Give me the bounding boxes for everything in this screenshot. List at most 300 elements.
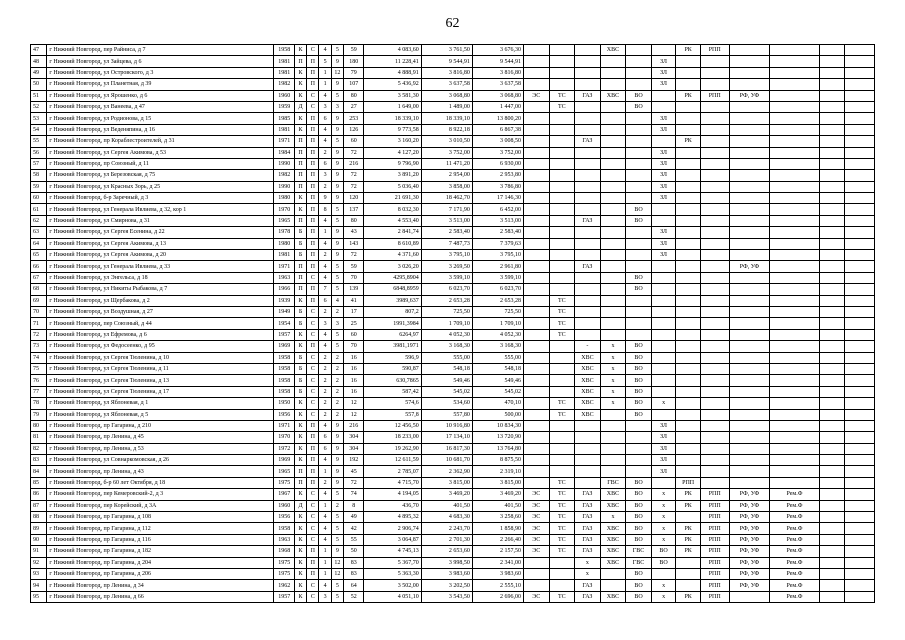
table-cell: 6 452,00 — [472, 204, 523, 215]
table-cell — [575, 443, 601, 454]
table-cell — [729, 56, 770, 67]
table-cell: 4 — [319, 341, 331, 352]
table-cell — [819, 580, 845, 591]
table-cell — [729, 45, 770, 56]
table-cell — [676, 306, 701, 317]
table-cell: 47 — [31, 45, 47, 56]
table-cell: П — [307, 295, 319, 306]
table-cell — [626, 250, 652, 261]
table-cell: 16 — [343, 363, 363, 374]
table-cell: 72 — [343, 147, 363, 158]
table-cell — [626, 193, 652, 204]
table-cell: г Нижний Новгород, ул Никиты Рыбакова, д 7 — [47, 284, 274, 295]
table-cell: 1990 — [274, 158, 294, 169]
table-cell: Б — [294, 363, 306, 374]
table-cell: 2 341,00 — [472, 557, 523, 568]
table-cell: П — [307, 238, 319, 249]
table-cell: П — [307, 124, 319, 135]
table-cell: 137 — [343, 204, 363, 215]
table-cell: 2 — [319, 181, 331, 192]
table-cell: С — [307, 363, 319, 374]
table-cell: С — [307, 101, 319, 112]
table-row — [31, 295, 875, 306]
table-cell — [845, 352, 875, 363]
table-cell: П — [294, 466, 306, 477]
table-cell: РПП — [700, 534, 729, 545]
table-cell: 3 502,00 — [364, 580, 421, 591]
table-cell: х — [575, 557, 601, 568]
table-cell: РПП — [700, 500, 729, 511]
table-cell — [600, 147, 626, 158]
table-cell: г Нижний Новгород, б-р 60 лет Октября, д 18 — [47, 477, 274, 488]
table-cell: РФ, УФ — [729, 557, 770, 568]
table-cell — [845, 45, 875, 56]
table-cell: РК — [676, 591, 701, 602]
table-cell: ГВС — [600, 477, 626, 488]
table-cell — [626, 79, 652, 90]
table-cell — [575, 147, 601, 158]
table-cell: 1 — [319, 500, 331, 511]
table-cell: 79 — [31, 409, 47, 420]
table-cell — [770, 67, 819, 78]
table-cell — [549, 45, 575, 56]
table-cell — [845, 318, 875, 329]
table-cell: П — [307, 181, 319, 192]
table-cell: 1956 — [274, 409, 294, 420]
table-cell: 59 — [343, 45, 363, 56]
table-cell: - — [575, 341, 601, 352]
table-cell: 1975 — [274, 557, 294, 568]
table-cell — [524, 352, 550, 363]
table-cell — [770, 101, 819, 112]
table-cell: ТС — [549, 534, 575, 545]
table-cell: П — [294, 284, 306, 295]
table-cell: 1 — [319, 79, 331, 90]
table-cell: ВО — [626, 363, 652, 374]
table-cell: 93 — [31, 568, 47, 579]
table-cell: 2 653,28 — [472, 295, 523, 306]
table-cell: С — [307, 45, 319, 56]
table-cell — [819, 261, 845, 272]
table-cell — [676, 261, 701, 272]
table-cell: 59 — [31, 181, 47, 192]
table-cell — [676, 158, 701, 169]
table-cell: 12 611,59 — [364, 455, 421, 466]
table-cell — [600, 56, 626, 67]
table-cell: П — [307, 341, 319, 352]
table-cell — [626, 306, 652, 317]
table-cell: 1985 — [274, 113, 294, 124]
table-cell — [626, 432, 652, 443]
table-cell: 9 773,58 — [364, 124, 421, 135]
table-cell: Б — [294, 250, 306, 261]
table-row — [31, 124, 875, 135]
table-cell: 74 — [343, 489, 363, 500]
table-cell: 2 — [331, 398, 343, 409]
table-cell — [676, 432, 701, 443]
table-cell: 80 — [343, 90, 363, 101]
table-cell: РК — [676, 523, 701, 534]
table-cell: 1991,3984 — [364, 318, 421, 329]
table-cell — [729, 147, 770, 158]
table-cell: 1981 — [274, 250, 294, 261]
table-cell: 1962 — [274, 580, 294, 591]
table-cell: 11 471,20 — [421, 158, 472, 169]
table-cell — [729, 193, 770, 204]
table-cell — [819, 170, 845, 181]
table-cell — [700, 227, 729, 238]
table-cell: 6 867,38 — [472, 124, 523, 135]
table-cell — [729, 272, 770, 283]
table-cell — [845, 375, 875, 386]
table-cell: П — [294, 477, 306, 488]
table-cell: 57 — [31, 158, 47, 169]
table-cell — [575, 466, 601, 477]
table-cell — [600, 124, 626, 135]
table-cell: 42 — [343, 523, 363, 534]
table-cell: 41 — [343, 295, 363, 306]
table-cell: 9 — [331, 79, 343, 90]
table-cell — [729, 113, 770, 124]
table-cell: 89 — [31, 523, 47, 534]
table-cell: г Нижний Новгород, ул Сергея Тюленина, д 10 — [47, 352, 274, 363]
table-cell: 4 715,70 — [364, 477, 421, 488]
housing-register-table — [30, 44, 875, 603]
table-row — [31, 56, 875, 67]
table-cell: Рем.Ф — [770, 591, 819, 602]
table-cell: 9 544,91 — [472, 56, 523, 67]
table-cell: ХВС — [600, 45, 626, 56]
table-cell: г Нижний Новгород, пр Гагарина, д 112 — [47, 523, 274, 534]
table-cell — [770, 136, 819, 147]
table-cell: 2 906,74 — [364, 523, 421, 534]
table-cell: 807,2 — [364, 306, 421, 317]
table-cell — [575, 250, 601, 261]
table-cell: 7 487,73 — [421, 238, 472, 249]
table-cell: РК — [676, 489, 701, 500]
table-cell — [524, 250, 550, 261]
table-cell: 4 — [319, 420, 331, 431]
table-cell: Рем.Ф — [770, 534, 819, 545]
table-cell: 8 922,18 — [421, 124, 472, 135]
table-cell — [770, 261, 819, 272]
table-cell — [549, 341, 575, 352]
table-cell — [700, 306, 729, 317]
table-cell — [729, 420, 770, 431]
table-cell: 9 — [319, 193, 331, 204]
table-cell: 18 339,10 — [364, 113, 421, 124]
table-cell: 5 367,70 — [364, 557, 421, 568]
table-cell: 3 — [319, 591, 331, 602]
table-cell — [676, 580, 701, 591]
table-cell: 5 — [331, 591, 343, 602]
table-cell: ХВС — [600, 90, 626, 101]
table-cell: С — [307, 90, 319, 101]
table-cell — [651, 386, 676, 397]
table-cell — [549, 215, 575, 226]
table-cell — [524, 170, 550, 181]
table-cell — [819, 477, 845, 488]
table-cell: 253 — [343, 113, 363, 124]
table-cell: РПП — [700, 557, 729, 568]
table-cell: 5 — [331, 329, 343, 340]
table-cell: г Нижний Новгород, б-р Заречный, д 3 — [47, 193, 274, 204]
table-cell: К — [294, 67, 306, 78]
table-cell — [524, 215, 550, 226]
table-cell: 1970 — [274, 432, 294, 443]
table-cell: 12 — [343, 409, 363, 420]
table-cell: 81 — [31, 432, 47, 443]
table-cell: 87 — [31, 500, 47, 511]
table-cell: 12 — [331, 568, 343, 579]
table-cell: 3 513,00 — [472, 215, 523, 226]
table-cell: ЗЛ — [651, 79, 676, 90]
table-cell — [676, 79, 701, 90]
table-cell: 1990 — [274, 181, 294, 192]
table-cell: г Нижний Новгород, ул Щербакова, д 2 — [47, 295, 274, 306]
table-cell: 3989,637 — [364, 295, 421, 306]
table-cell — [524, 238, 550, 249]
table-cell: 7 — [319, 284, 331, 295]
table-cell: К — [294, 455, 306, 466]
table-cell — [770, 227, 819, 238]
table-cell: 1960 — [274, 90, 294, 101]
table-cell — [549, 272, 575, 283]
table-cell — [549, 56, 575, 67]
table-cell — [600, 170, 626, 181]
table-cell — [729, 386, 770, 397]
table-cell — [524, 398, 550, 409]
table-cell: ЭС — [524, 534, 550, 545]
table-cell: С — [307, 386, 319, 397]
table-cell — [626, 295, 652, 306]
table-cell: 3 637,58 — [421, 79, 472, 90]
table-cell: 1966 — [274, 284, 294, 295]
table-cell: ВО — [626, 215, 652, 226]
table-cell: 3 168,30 — [421, 341, 472, 352]
table-cell — [524, 386, 550, 397]
table-cell: 9 — [331, 170, 343, 181]
table-cell: РФ, УФ — [729, 546, 770, 557]
table-cell: 3 010,50 — [421, 136, 472, 147]
table-cell — [729, 318, 770, 329]
table-cell — [575, 67, 601, 78]
table-cell — [626, 443, 652, 454]
table-cell: 88 — [31, 512, 47, 523]
table-cell — [770, 352, 819, 363]
table-cell — [845, 295, 875, 306]
table-cell — [819, 227, 845, 238]
table-cell: 1981 — [274, 67, 294, 78]
table-cell: 3 581,30 — [364, 90, 421, 101]
table-cell — [626, 420, 652, 431]
table-cell: П — [307, 79, 319, 90]
table-cell: 555,00 — [472, 352, 523, 363]
table-cell: РК — [676, 534, 701, 545]
table-cell: 83 — [343, 568, 363, 579]
table-cell — [676, 101, 701, 112]
table-cell: ВО — [626, 591, 652, 602]
table-cell — [845, 489, 875, 500]
table-cell: 9 — [331, 113, 343, 124]
table-cell — [600, 215, 626, 226]
table-cell: П — [294, 136, 306, 147]
table-cell — [700, 443, 729, 454]
table-cell — [524, 409, 550, 420]
table-cell: П — [307, 158, 319, 169]
table-cell: 2 — [331, 352, 343, 363]
table-cell — [770, 147, 819, 158]
table-cell — [729, 398, 770, 409]
table-cell — [549, 170, 575, 181]
table-cell — [845, 523, 875, 534]
table-cell: 70 — [343, 272, 363, 283]
table-cell — [549, 67, 575, 78]
table-cell: 1 489,00 — [421, 101, 472, 112]
table-cell: г Нижний Новгород, пр Гагарина, д 206 — [47, 568, 274, 579]
table-cell: 4 — [319, 455, 331, 466]
table-cell — [575, 455, 601, 466]
table-cell: Б — [294, 227, 306, 238]
table-cell — [524, 432, 550, 443]
table-cell — [524, 455, 550, 466]
table-cell — [770, 375, 819, 386]
table-cell: С — [307, 329, 319, 340]
table-cell: 2 266,40 — [472, 534, 523, 545]
table-cell: С — [307, 580, 319, 591]
table-cell — [651, 477, 676, 488]
table-cell: РФ, УФ — [729, 261, 770, 272]
table-cell: 1 649,00 — [364, 101, 421, 112]
table-cell: С — [307, 409, 319, 420]
table-cell: П — [307, 443, 319, 454]
table-cell: г Нижний Новгород, ул Генерала Ивлиева, д 33 — [47, 261, 274, 272]
table-cell: г Нижний Новгород, пр Ленина, д 45 — [47, 432, 274, 443]
table-cell: 436,70 — [364, 500, 421, 511]
table-cell — [700, 363, 729, 374]
table-cell: ТС — [549, 295, 575, 306]
table-cell: РПП — [700, 489, 729, 500]
table-cell — [700, 56, 729, 67]
table-cell: П — [307, 261, 319, 272]
table-cell: 78 — [31, 398, 47, 409]
table-cell — [676, 455, 701, 466]
table-cell: 1 — [319, 546, 331, 557]
table-cell — [845, 170, 875, 181]
table-cell: 9 — [331, 420, 343, 431]
table-cell — [845, 432, 875, 443]
table-cell: 1965 — [274, 466, 294, 477]
table-cell: г Нижний Новгород, пр Гагарина, д 210 — [47, 420, 274, 431]
table-cell: ВО — [626, 409, 652, 420]
table-cell: 470,10 — [472, 398, 523, 409]
table-cell: 1954 — [274, 318, 294, 329]
table-cell: 725,50 — [472, 306, 523, 317]
table-cell: 12 — [331, 67, 343, 78]
table-cell: ТС — [549, 489, 575, 500]
table-cell — [845, 204, 875, 215]
table-cell: 1 — [319, 557, 331, 568]
table-cell — [549, 443, 575, 454]
table-cell — [575, 272, 601, 283]
table-cell: 725,50 — [421, 306, 472, 317]
table-cell — [600, 101, 626, 112]
table-cell — [770, 443, 819, 454]
table-cell — [819, 250, 845, 261]
table-cell — [729, 204, 770, 215]
table-cell: С — [307, 375, 319, 386]
table-row — [31, 386, 875, 397]
table-cell: 1950 — [274, 398, 294, 409]
table-row — [31, 204, 875, 215]
table-cell: 9 — [331, 227, 343, 238]
table-cell — [600, 580, 626, 591]
table-cell: г Нижний Новгород, ул Зайцева, д 6 — [47, 56, 274, 67]
table-cell: К — [294, 398, 306, 409]
table-cell — [676, 250, 701, 261]
table-cell: 1963 — [274, 534, 294, 545]
table-cell — [729, 181, 770, 192]
table-cell: 2 953,80 — [472, 170, 523, 181]
table-cell: 52 — [31, 101, 47, 112]
table-cell — [575, 306, 601, 317]
table-cell — [845, 512, 875, 523]
table-row — [31, 147, 875, 158]
table-cell — [700, 420, 729, 431]
table-cell — [819, 341, 845, 352]
table-cell: 143 — [343, 238, 363, 249]
table-cell — [819, 500, 845, 511]
table-cell — [651, 204, 676, 215]
table-cell: К — [294, 489, 306, 500]
table-cell: ЗЛ — [651, 420, 676, 431]
table-cell — [651, 215, 676, 226]
table-cell: 6 — [319, 295, 331, 306]
table-cell: ЭС — [524, 90, 550, 101]
table-cell — [549, 227, 575, 238]
table-cell: К — [294, 420, 306, 431]
table-cell — [845, 306, 875, 317]
table-cell — [600, 455, 626, 466]
table-cell — [524, 272, 550, 283]
table-cell: ТС — [549, 409, 575, 420]
table-cell: х — [600, 375, 626, 386]
table-cell: 9 — [331, 238, 343, 249]
table-cell — [700, 67, 729, 78]
table-cell: Рем.Ф — [770, 580, 819, 591]
table-cell: 9 — [331, 124, 343, 135]
table-cell: 12 — [343, 398, 363, 409]
table-cell — [845, 158, 875, 169]
table-cell: 3 795,10 — [421, 250, 472, 261]
table-cell: 72 — [31, 329, 47, 340]
table-cell: 72 — [343, 170, 363, 181]
table-cell: 80 — [31, 420, 47, 431]
table-cell: С — [307, 512, 319, 523]
table-cell: 4 — [319, 272, 331, 283]
table-cell: г Нижний Новгород, пр Кораблестроителей, д 31 — [47, 136, 274, 147]
table-cell: Рем.Ф — [770, 546, 819, 557]
table-cell — [549, 580, 575, 591]
table-cell: 1957 — [274, 591, 294, 602]
table-cell: г Нижний Новгород, ул Генерала Ивлиева, д 32, кор 1 — [47, 204, 274, 215]
table-cell: 49 — [343, 512, 363, 523]
table-cell — [524, 147, 550, 158]
table-cell: 107 — [343, 79, 363, 90]
table-cell: 18 233,00 — [364, 432, 421, 443]
table-cell: ХВС — [575, 375, 601, 386]
table-cell: 4 — [319, 90, 331, 101]
